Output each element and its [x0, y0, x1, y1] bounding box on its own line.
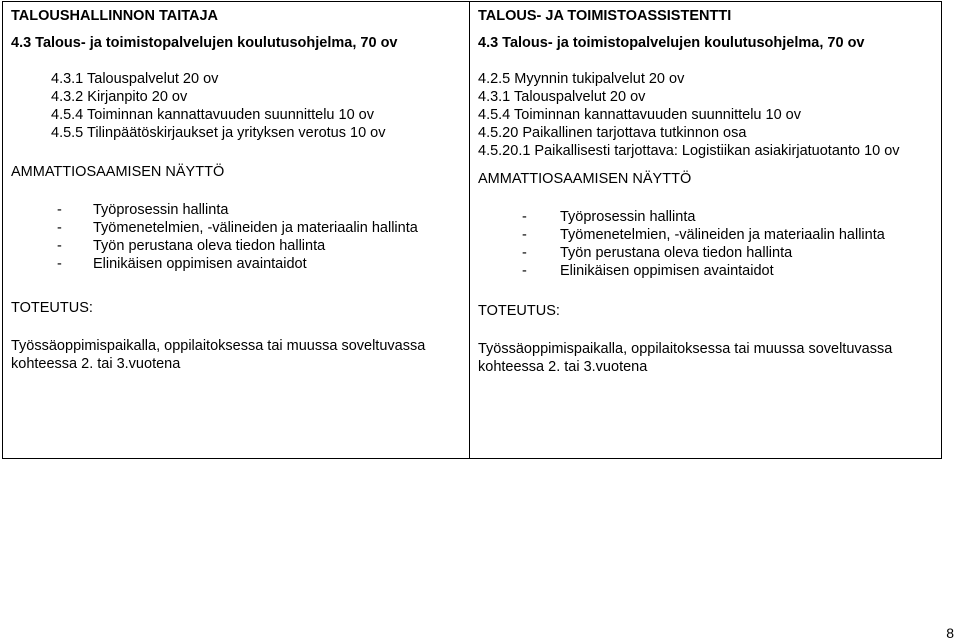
dash: - [57, 256, 62, 272]
left-module-item: 4.3.1 Talouspalvelut 20 ov [51, 71, 219, 87]
right-module-item: 4.5.4 Toiminnan kannattavuuden suunnittelu 10 ov [478, 107, 802, 123]
left-skills-list [11, 201, 469, 273]
right-module-item: 4.2.5 Myynnin tukipalvelut 20 ov [478, 71, 685, 87]
list-item [11, 255, 469, 273]
left-skills-title: AMMATTIOSAAMISEN NÄYTTÖ [11, 164, 225, 180]
list-item [478, 244, 941, 262]
curriculum-table [2, 1, 942, 459]
list-item-text: Elinikäisen oppimisen avaintaidot [560, 263, 774, 279]
dash: - [522, 263, 527, 279]
left-module-item: 4.5.5 Tilinpäätöskirjaukset ja yrityksen verotus 10 ov [51, 125, 386, 141]
dash: - [57, 220, 62, 236]
right-program: 4.3 Talous- ja toimistopalvelujen koulutusohjelma, 70 ov [478, 35, 865, 51]
right-skills-list [478, 208, 941, 280]
list-item [478, 226, 941, 244]
dash: - [57, 202, 62, 218]
list-item-text: Elinikäisen oppimisen avaintaidot [93, 256, 307, 272]
list-item-text: Työmenetelmien, -välineiden ja materiaalin hallinta [560, 227, 885, 243]
list-item [11, 237, 469, 255]
left-title: TALOUSHALLINNON TAITAJA [11, 8, 219, 24]
left-impl-text: Työssäoppimispaikalla, oppilaitoksessa tai muussa soveltuvassa kohteessa 2. tai 3.vuotena [11, 338, 426, 372]
right-impl-text: Työssäoppimispaikalla, oppilaitoksessa tai muussa soveltuvassa kohteessa 2. tai 3.vuotena [478, 341, 893, 375]
right-column [470, 2, 941, 458]
left-column [3, 2, 470, 458]
left-module-item: 4.3.2 Kirjanpito 20 ov [51, 89, 188, 105]
right-skills-title: AMMATTIOSAAMISEN NÄYTTÖ [478, 171, 692, 187]
list-item [478, 262, 941, 280]
right-modules [478, 70, 941, 160]
right-title: TALOUS- JA TOIMISTOASSISTENTTI [478, 8, 732, 24]
dash: - [522, 227, 527, 243]
left-program: 4.3 Talous- ja toimistopalvelujen koulutusohjelma, 70 ov [11, 35, 398, 51]
list-item-text: Työn perustana oleva tiedon hallinta [93, 238, 326, 254]
left-impl-title: TOTEUTUS: [11, 300, 93, 316]
right-module-item: 4.5.20 Paikallinen tarjottava tutkinnon osa [478, 125, 747, 141]
list-item-text: Työmenetelmien, -välineiden ja materiaalin hallinta [93, 220, 418, 236]
right-module-item: 4.3.1 Talouspalvelut 20 ov [478, 89, 646, 105]
dash: - [522, 209, 527, 225]
right-impl-title: TOTEUTUS: [478, 303, 560, 319]
list-item [478, 208, 941, 226]
right-module-item: 4.5.20.1 Paikallisesti tarjottava: Logistiikan asiakirjatuotanto 10 ov [478, 143, 900, 159]
dash: - [522, 245, 527, 261]
left-module-item: 4.5.4 Toiminnan kannattavuuden suunnittelu 10 ov [51, 107, 375, 123]
list-item-text: Työprosessin hallinta [560, 209, 696, 225]
list-item-text: Työn perustana oleva tiedon hallinta [560, 245, 793, 261]
dash: - [57, 238, 62, 254]
page-number: 8 [946, 625, 954, 641]
list-item [11, 219, 469, 237]
left-modules [11, 70, 469, 142]
list-item-text: Työprosessin hallinta [93, 202, 229, 218]
list-item [11, 201, 469, 219]
